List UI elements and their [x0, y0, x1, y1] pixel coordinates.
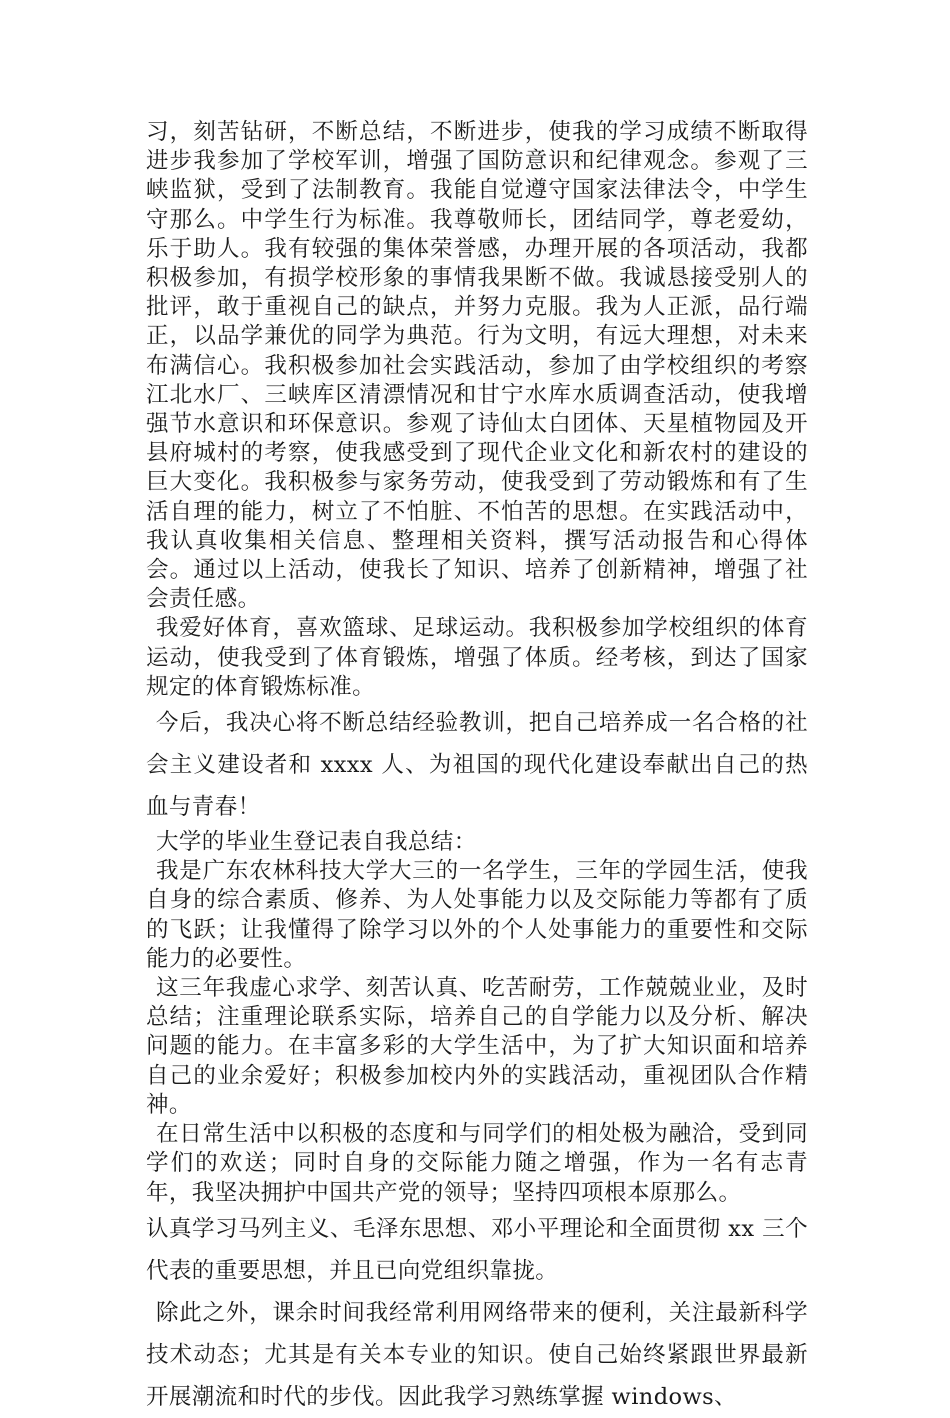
paragraph-practice: 习，刻苦钻研，不断总结，不断进步，使我的学习成绩不断取得进步我参加了学校军训，增强了国防意识和纪律观念。参观了三峡监狱，受到了法制教育。我能自觉遵守国家法律法令，中学生守那么。中学生行为标准。我尊敬师长，团结同学，尊老爱幼，乐于助人。我有较强的集体荣誉感，办理开展的各项活动，我都积极参加，有损学校形象的事情我果断不做。我诚恳接受别人的批评，敢于重视自己的缺点，并努力克服。我为人正派，品行端正，以品学兼优的同学为典范。行为文明，有远大理想，对未来布满信心。我积极参加社会实践活动，参加了由学校组织的考察江北水厂、三峡库区清漂情况和甘宁水库水质调查活动，使我增强节水意识和环保意识。参观了诗仙太白团体、天星植物园及开县府城村的考察，使我感受到了现代企业文化和新农村的建设的巨大变化。我积极参与家务劳动，使我受到了劳动锻炼和有了生活自理的能力，树立了不怕脏、不怕苦的思想。在实践活动中，我认真收集相关信息、整理相关资料，撰写活动报告和心得体会。通过以上活动，使我长了知识、培养了创新精神，增强了社会责任感。 — [146, 119, 808, 613]
paragraph-sports: 我爱好体育，喜欢篮球、足球运动。我积极参加学校组织的体育运动，使我受到了体育锻炼，增强了体质。经考核，到达了国家规定的体育锻炼标准。 — [146, 615, 808, 700]
paragraph-intro: 我是广东农林科技大学大三的一名学生，三年的学园生活，使我自身的综合素质、修养、为人处事能力以及交际能力等都有了质的飞跃；让我懂得了除学习以外的个人处事能力的重要性和交际能力的必要性。 — [146, 858, 808, 972]
paragraph-study: 这三年我虚心求学、刻苦认真、吃苦耐劳，工作兢兢业业，及时总结；注重理论联系实际，培养自己的自学能力以及分析、解决问题的能力。在丰富多彩的大学生活中，为了扩大知识面和培养自己的业余爱好；积极参加校内外的实践活动，重视团队合作精神。 — [146, 975, 808, 1118]
document-body — [146, 118, 808, 1418]
section-heading: 大学的毕业生登记表自我总结： — [156, 829, 477, 856]
paragraph-technology: 除此之外，课余时间我经常利用网络带来的便利，关注最新科学技术动态；尤其是有关本专业的知识。使自己始终紧跟世界最新开展潮流和时代的步伐。因此我学习熟练掌握 windows、 — [146, 1299, 808, 1410]
paragraph-life: 在日常生活中以积极的态度和与同学们的相处极为融洽，受到同学们的欢送；同时自身的交际能力随之增强，作为一名有志青年，我坚决拥护中国共产党的领导；坚持四项根本原那么。 — [146, 1121, 808, 1206]
paragraph-future: 今后，我决心将不断总结经验教训，把自己培养成一名合格的社会主义建设者和 xxxx 人、为祖国的现代化建设奉献出自己的热血与青春！ — [146, 710, 808, 821]
paragraph-politics: 认真学习马列主义、毛泽东思想、邓小平理论和全面贯彻 xx 三个代表的重要思想，并且已向党组织靠拢。 — [146, 1215, 808, 1284]
